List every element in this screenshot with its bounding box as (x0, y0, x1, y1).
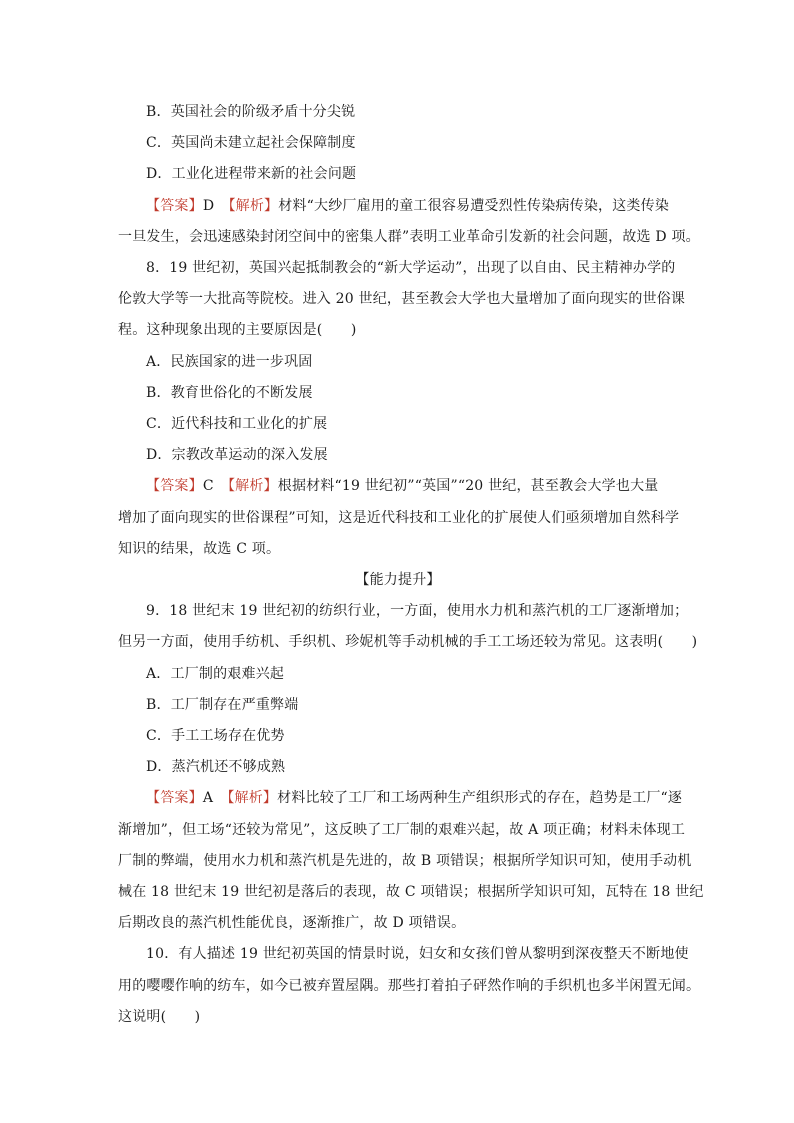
q7-option-d: D．工业化进程带来新的社会问题 (146, 166, 357, 183)
q9-analysis-line: 械在 18 世纪末 19 世纪初是落后的表现，故 C 项错误；根据所学知识可知，瓦特在 18 世纪 (118, 884, 704, 901)
q9-option-c: C．手工工场存在优势 (146, 728, 285, 745)
analysis-text: 材料比较了工厂和工场两种生产组织形式的存在，趋势是工厂“逐 (277, 790, 683, 807)
q9-analysis-line: 渐增加”，但工场“还较为常见”，这反映了工厂制的艰难兴起，故 A 项正确；材料未体现工 (118, 821, 686, 838)
q7-option-c: C．英国尚未建立起社会保障制度 (146, 135, 356, 152)
q9-analysis-line: 厂制的弊端，使用水力机和蒸汽机是先进的，故 B 项错误；根据所学知识可知，使用手动机 (118, 852, 692, 869)
q9-option-b: B．工厂制存在严重弊端 (146, 696, 299, 713)
q9-option-d: D．蒸汽机还不够成熟 (146, 759, 286, 776)
q8-option-c: C．近代科技和工业化的扩展 (146, 416, 328, 433)
q9-stem-line: 9．18 世纪末 19 世纪初的纺织行业，一方面，使用水力机和蒸汽机的工厂逐渐增加； (146, 603, 689, 620)
q8-analysis-line: 增加了面向现实的世俗课程”可知，这是近代科技和工业化的扩展使人们亟须增加自然科学 (118, 509, 680, 526)
q8-option-a: A．民族国家的进一步巩固 (146, 353, 313, 370)
answer-tag: 【答案】 (146, 790, 203, 807)
q8-answer-line (118, 471, 678, 502)
answer-value: C (202, 478, 214, 495)
q10-stem-line: 用的嘤嘤作响的纺车，如今已被弃置屋隅。那些打着拍子砰然作响的手织机也多半闲置无闻。 (118, 977, 701, 994)
q7-answer-line (118, 191, 678, 222)
q8-analysis-line: 知识的结果，故选 C 项。 (118, 540, 281, 557)
analysis-tag: 【解析】 (227, 790, 278, 807)
answer-value: D (202, 197, 215, 214)
section-heading: 【能力提升】 (355, 572, 441, 589)
q9-option-a: A．工厂制的艰难兴起 (146, 665, 285, 682)
analysis-tag: 【解析】 (227, 478, 278, 495)
q9-analysis-line: 后期改良的蒸汽机性能优良，逐渐推广，故 D 项错误。 (118, 915, 466, 932)
q10-stem-line: 10．有人描述 19 世纪初英国的情景时说，妇女和女孩们曾从黎明到深夜整天不断地使 (146, 946, 689, 963)
answer-value: A (202, 790, 214, 807)
analysis-tag: 【解析】 (228, 197, 279, 214)
answer-tag: 【答案】 (146, 197, 203, 214)
q10-stem-line: 这说明( ) (118, 1008, 201, 1025)
answer-tag: 【答案】 (146, 478, 203, 495)
q8-stem-line: 8．19 世纪初，英国兴起抵制教会的“新大学运动”，出现了以自由、民主精神办学的 (146, 260, 676, 277)
q7-option-b: B．英国社会的阶级矛盾十分尖锐 (146, 104, 356, 120)
analysis-text: 材料“大纱厂雇用的童工很容易遭受烈性传染病传染，这类传染 (278, 197, 670, 214)
q7-analysis-line: 一旦发生，会迅速感染封闭空间中的密集人群”表明工业革命引发新的社会问题，故选 D 项。 (118, 228, 700, 245)
q9-answer-line (118, 783, 683, 814)
q8-stem-line: 伦敦大学等一大批高等院校。进入 20 世纪，甚至教会大学也大量增加了面向现实的世俗课 (118, 291, 686, 308)
document-page (118, 97, 704, 1033)
q8-stem-line: 程。这种现象出现的主要原因是( ) (118, 322, 357, 339)
q8-option-d: D．宗教改革运动的深入发展 (146, 447, 328, 464)
analysis-text: 根据材料“19 世纪初”“英国”“20 世纪，甚至教会大学也大量 (277, 478, 659, 495)
q8-option-b: B．教育世俗化的不断发展 (146, 384, 313, 401)
q9-stem-line: 但另一方面，使用手纺机、手织机、珍妮机等手动机械的手工工场还较为常见。这表明( ) (118, 634, 698, 651)
